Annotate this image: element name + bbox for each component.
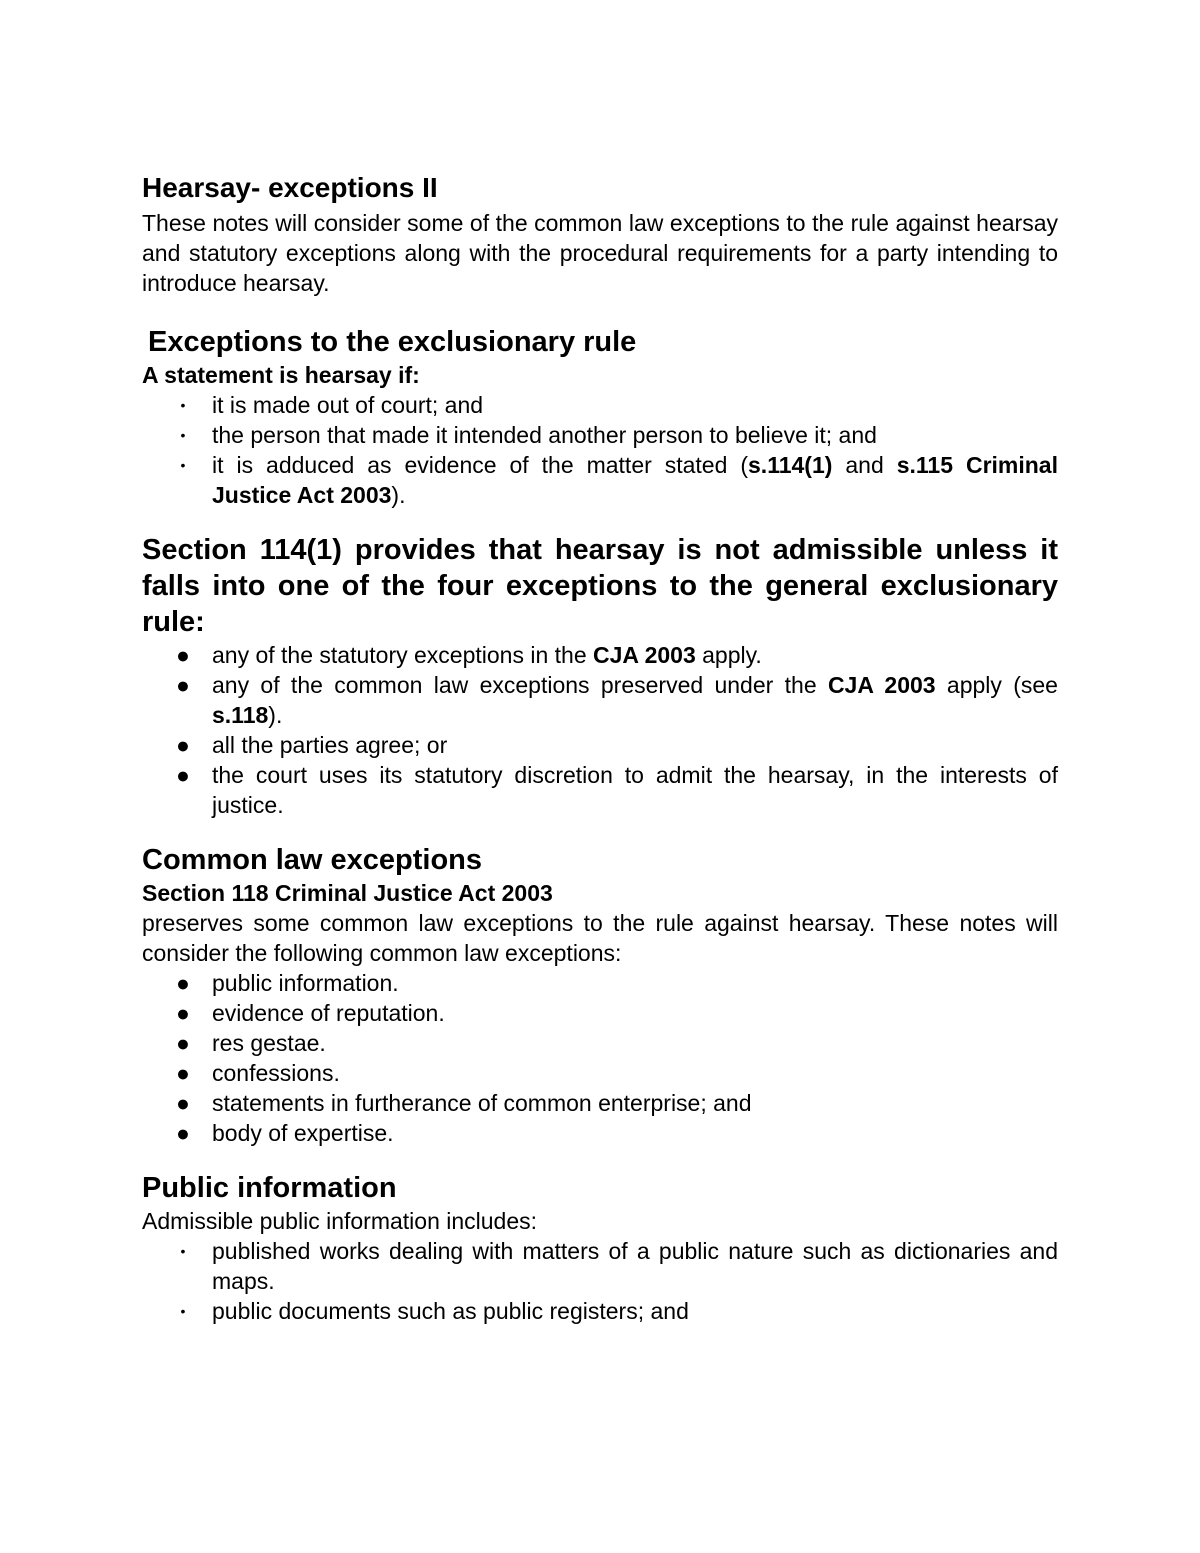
list-item: ● any of the common law exceptions preserved under the CJA 2003 apply (see s.118). <box>176 672 1058 728</box>
bullet-icon: ● <box>176 732 190 758</box>
list-item: • the person that made it intended another person to believe it; and <box>212 420 1058 450</box>
list-item: ● statements in furtherance of common enterprise; and <box>176 1090 752 1116</box>
bullet-icon: ● <box>176 1060 190 1086</box>
list-item: • published works dealing with matters of a public nature such as dictionaries and maps. <box>212 1236 1058 1296</box>
bullet-icon: ● <box>176 1090 190 1116</box>
list-item: ● public information. <box>176 970 399 996</box>
bullet-icon: • <box>180 427 186 443</box>
document-title: Hearsay- exceptions II <box>142 172 438 203</box>
bullet-icon: • <box>180 397 186 413</box>
section-heading-exceptions: Exceptions to the exclusionary rule <box>148 326 637 358</box>
bullet-icon: • <box>180 457 186 473</box>
document-page <box>142 168 1058 1326</box>
bullet-icon: ● <box>176 642 190 668</box>
common-law-exceptions-list <box>142 968 1058 1148</box>
common-law-paragraph: preserves some common law exceptions to the rule against hearsay. These notes will consider the following common law exceptions: <box>142 910 1058 966</box>
bullet-icon: ● <box>176 762 190 788</box>
section-heading-common-law: Common law exceptions <box>142 844 483 876</box>
bullet-icon: ● <box>176 1000 190 1026</box>
list-item: ● the court uses its statutory discretion to admit the hearsay, in the interests of justice. <box>176 762 1058 818</box>
bullet-icon: ● <box>176 1120 190 1146</box>
bullet-icon: • <box>180 1303 186 1319</box>
list-item: ● body of expertise. <box>176 1120 394 1146</box>
section-subheading-hearsay-if: A statement is hearsay if: <box>142 362 420 388</box>
bullet-icon: ● <box>176 1030 190 1056</box>
s114-exceptions-list <box>142 640 1058 820</box>
list-item: ● any of the statutory exceptions in the CJA 2003 apply. <box>176 642 762 668</box>
list-item: • it is adduced as evidence of the matter stated (s.114(1) and s.115 Criminal Justice Act 2003). <box>212 450 1058 510</box>
section-subheading-s118: Section 118 Criminal Justice Act 2003 <box>142 880 553 906</box>
intro-paragraph: These notes will consider some of the common law exceptions to the rule against hearsay and statutory exceptions along with the procedural requirements for a party intending to introduce hearsay. <box>142 210 1058 296</box>
list-item: ● evidence of reputation. <box>176 1000 445 1026</box>
list-item: ● res gestae. <box>176 1030 326 1056</box>
public-info-paragraph: Admissible public information includes: <box>142 1208 538 1234</box>
list-item: • it is made out of court; and <box>212 390 1058 420</box>
bullet-icon: ● <box>176 970 190 996</box>
list-item: ● all the parties agree; or <box>176 732 448 758</box>
bullet-icon: • <box>180 1243 186 1259</box>
public-info-list <box>142 1236 1058 1326</box>
bullet-icon: ● <box>176 672 190 698</box>
hearsay-criteria-list <box>142 390 1058 510</box>
list-item: • public documents such as public registers; and <box>212 1296 1058 1326</box>
section-heading-public-info: Public information <box>142 1172 397 1204</box>
list-item: ● confessions. <box>176 1060 340 1086</box>
section-heading-s114: Section 114(1) provides that hearsay is not admissible unless it falls into one of the four exceptions to the general exclusionary rule: <box>142 534 1058 638</box>
